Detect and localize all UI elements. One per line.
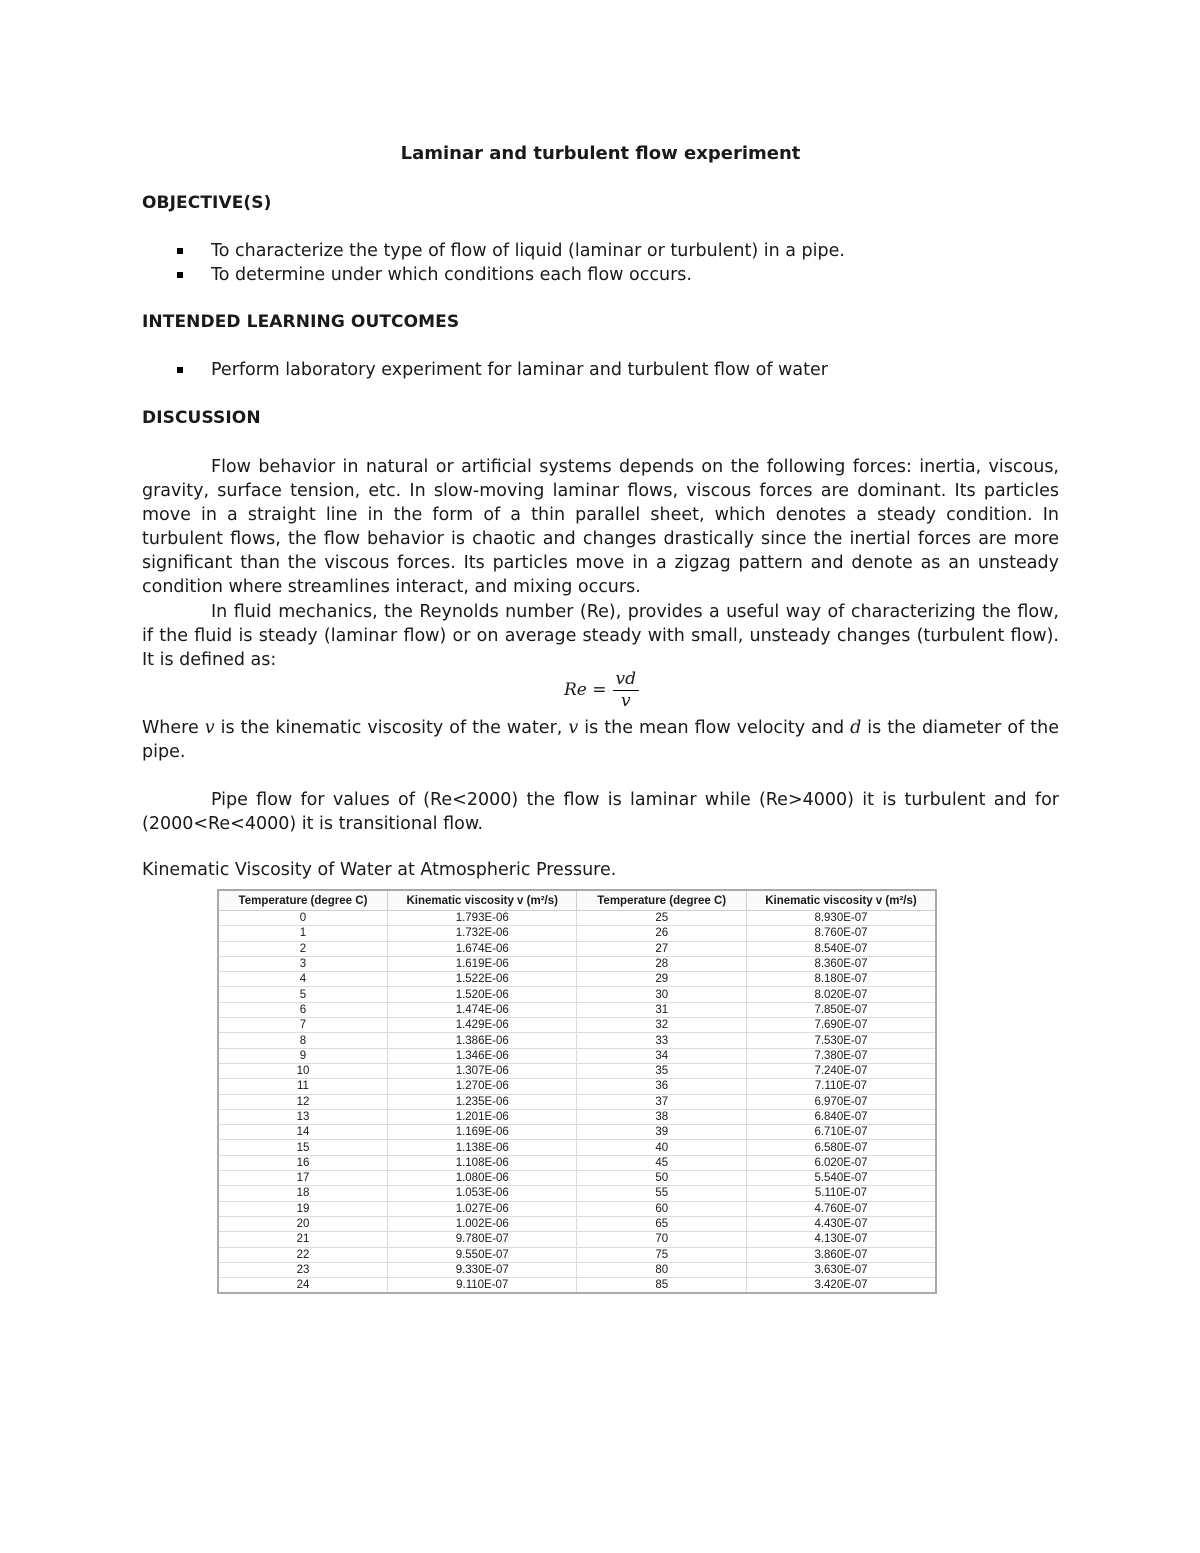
table-row — [218, 1155, 936, 1170]
header-viscosity-2: Kinematic viscosity v (m²/s) — [746, 890, 936, 911]
cell-temperature-1: 8 — [218, 1033, 387, 1048]
objective-item: To characterize the type of flow of liquid (laminar or turbulent) in a pipe. — [142, 239, 845, 263]
pipe-flow-paragraph: Pipe flow for values of (Re<2000) the flow is laminar while (Re>4000) it is turbulent and for (2000<Re<4000) it is transitional flow. — [142, 790, 1059, 834]
cell-viscosity-2: 8.930E-07 — [746, 911, 936, 926]
cell-temperature-2: 26 — [577, 926, 746, 941]
cell-temperature-1: 15 — [218, 1140, 387, 1155]
cell-temperature-1: 4 — [218, 972, 387, 987]
cell-temperature-2: 80 — [577, 1262, 746, 1277]
cell-temperature-1: 23 — [218, 1262, 387, 1277]
formula-lhs: Re = — [564, 679, 607, 700]
symbol-velocity: v — [568, 718, 579, 738]
cell-viscosity-1: 1.307E-06 — [387, 1063, 577, 1078]
cell-viscosity-2: 4.760E-07 — [746, 1201, 936, 1216]
cell-viscosity-1: 9.780E-07 — [387, 1232, 577, 1247]
symbol-nu: v — [204, 718, 215, 738]
table-row — [218, 911, 936, 926]
cell-temperature-1: 11 — [218, 1079, 387, 1094]
formula-denominator: v — [620, 691, 631, 711]
cell-temperature-2: 40 — [577, 1140, 746, 1155]
cell-temperature-1: 1 — [218, 926, 387, 941]
cell-temperature-1: 16 — [218, 1155, 387, 1170]
cell-temperature-1: 7 — [218, 1018, 387, 1033]
cell-viscosity-2: 3.630E-07 — [746, 1262, 936, 1277]
cell-temperature-2: 38 — [577, 1109, 746, 1124]
cell-viscosity-1: 1.027E-06 — [387, 1201, 577, 1216]
discussion-heading: DISCUSSION — [142, 408, 261, 428]
cell-temperature-2: 39 — [577, 1125, 746, 1140]
table-row — [218, 1262, 936, 1277]
table-row — [218, 941, 936, 956]
cell-viscosity-1: 1.169E-06 — [387, 1125, 577, 1140]
cell-viscosity-1: 1.619E-06 — [387, 956, 577, 971]
header-temperature-2: Temperature (degree C) — [577, 890, 746, 911]
table-row — [218, 1079, 936, 1094]
header-temperature-1: Temperature (degree C) — [218, 890, 387, 911]
table-row — [218, 956, 936, 971]
cell-viscosity-1: 9.550E-07 — [387, 1247, 577, 1262]
table-row — [218, 972, 936, 987]
formula-numerator: vd — [613, 668, 640, 691]
table-row — [218, 1201, 936, 1216]
outcome-item: Perform laboratory experiment for laminar and turbulent flow of water — [142, 358, 828, 382]
discussion-paragraph-2: In fluid mechanics, the Reynolds number (Re), provides a useful way of characterizing the flow, if the fluid is steady (laminar flow) or on average steady with small, unsteady changes (turbulent flow). It is defined as: — [142, 602, 1059, 670]
cell-temperature-1: 24 — [218, 1278, 387, 1294]
viscosity-table — [217, 889, 937, 1294]
cell-viscosity-2: 4.430E-07 — [746, 1216, 936, 1231]
cell-temperature-2: 60 — [577, 1201, 746, 1216]
cell-temperature-2: 75 — [577, 1247, 746, 1262]
cell-temperature-2: 35 — [577, 1063, 746, 1078]
outcomes-list — [142, 358, 828, 382]
symbol-diameter: d — [850, 718, 862, 738]
cell-temperature-2: 36 — [577, 1079, 746, 1094]
cell-viscosity-2: 6.020E-07 — [746, 1155, 936, 1170]
header-viscosity-1: Kinematic viscosity v (m²/s) — [387, 890, 577, 911]
cell-viscosity-2: 6.970E-07 — [746, 1094, 936, 1109]
cell-viscosity-1: 9.330E-07 — [387, 1262, 577, 1277]
table-header-row — [218, 890, 936, 911]
table-row — [218, 1125, 936, 1140]
cell-viscosity-1: 1.138E-06 — [387, 1140, 577, 1155]
cell-viscosity-2: 8.020E-07 — [746, 987, 936, 1002]
cell-temperature-1: 14 — [218, 1125, 387, 1140]
table-row — [218, 1140, 936, 1155]
cell-viscosity-1: 1.429E-06 — [387, 1018, 577, 1033]
cell-viscosity-1: 1.235E-06 — [387, 1094, 577, 1109]
where-text-2: is the kinematic viscosity of the water, — [214, 718, 569, 738]
cell-temperature-2: 34 — [577, 1048, 746, 1063]
cell-viscosity-1: 1.002E-06 — [387, 1216, 577, 1231]
table-row — [218, 1018, 936, 1033]
cell-temperature-1: 3 — [218, 956, 387, 971]
cell-viscosity-2: 7.110E-07 — [746, 1079, 936, 1094]
cell-temperature-2: 29 — [577, 972, 746, 987]
cell-viscosity-1: 1.520E-06 — [387, 987, 577, 1002]
cell-temperature-1: 6 — [218, 1002, 387, 1017]
cell-viscosity-2: 6.710E-07 — [746, 1125, 936, 1140]
cell-viscosity-1: 1.674E-06 — [387, 941, 577, 956]
cell-temperature-1: 13 — [218, 1109, 387, 1124]
cell-temperature-1: 21 — [218, 1232, 387, 1247]
table-row — [218, 1247, 936, 1262]
cell-temperature-2: 33 — [577, 1033, 746, 1048]
table-row — [218, 1048, 936, 1063]
table-row — [218, 1171, 936, 1186]
formula-fraction — [613, 668, 640, 711]
cell-temperature-2: 45 — [577, 1155, 746, 1170]
cell-viscosity-2: 6.840E-07 — [746, 1109, 936, 1124]
objectives-list — [142, 239, 845, 287]
table-row — [218, 987, 936, 1002]
cell-temperature-2: 37 — [577, 1094, 746, 1109]
cell-temperature-1: 5 — [218, 987, 387, 1002]
where-text-4: is the diameter of the pipe. — [142, 718, 1059, 762]
cell-temperature-2: 28 — [577, 956, 746, 971]
cell-viscosity-1: 1.346E-06 — [387, 1048, 577, 1063]
cell-viscosity-2: 5.110E-07 — [746, 1186, 936, 1201]
cell-viscosity-2: 8.760E-07 — [746, 926, 936, 941]
table-body — [218, 911, 936, 1294]
cell-viscosity-2: 5.540E-07 — [746, 1171, 936, 1186]
table-row — [218, 1232, 936, 1247]
cell-viscosity-2: 3.860E-07 — [746, 1247, 936, 1262]
cell-temperature-1: 20 — [218, 1216, 387, 1231]
cell-temperature-1: 22 — [218, 1247, 387, 1262]
cell-viscosity-1: 1.732E-06 — [387, 926, 577, 941]
objective-item: To determine under which conditions each flow occurs. — [142, 263, 845, 287]
cell-viscosity-2: 7.690E-07 — [746, 1018, 936, 1033]
cell-temperature-2: 30 — [577, 987, 746, 1002]
reynolds-formula — [564, 668, 639, 711]
table-row — [218, 1063, 936, 1078]
cell-temperature-2: 31 — [577, 1002, 746, 1017]
cell-temperature-2: 50 — [577, 1171, 746, 1186]
cell-temperature-2: 25 — [577, 911, 746, 926]
where-paragraph — [142, 716, 1059, 764]
where-text-3: is the mean flow velocity and — [578, 718, 851, 738]
cell-viscosity-1: 1.080E-06 — [387, 1171, 577, 1186]
cell-temperature-1: 18 — [218, 1186, 387, 1201]
cell-viscosity-1: 1.053E-06 — [387, 1186, 577, 1201]
cell-viscosity-2: 7.240E-07 — [746, 1063, 936, 1078]
cell-viscosity-2: 8.540E-07 — [746, 941, 936, 956]
cell-viscosity-2: 8.180E-07 — [746, 972, 936, 987]
cell-viscosity-2: 7.850E-07 — [746, 1002, 936, 1017]
table-row — [218, 1186, 936, 1201]
cell-temperature-2: 85 — [577, 1278, 746, 1294]
table-caption: Kinematic Viscosity of Water at Atmospheric Pressure. — [142, 860, 617, 880]
cell-temperature-1: 9 — [218, 1048, 387, 1063]
discussion-paragraph-1: Flow behavior in natural or artificial systems depends on the following forces: inertia, viscous, gravity, surface tension, etc. In slow-moving laminar flows, viscous forces are dominant. Its particles move in a straight line in the form of a thin parallel sheet, which denotes a steady condition. In turbulent flows, the flow behavior is chaotic and changes drastically since the inertial forces are more significant than the viscous forces. Its particles move in a zigzag pattern and denote as an unsteady condition where streamlines interact, and mixing occurs. — [142, 457, 1059, 597]
cell-temperature-1: 17 — [218, 1171, 387, 1186]
cell-viscosity-1: 1.474E-06 — [387, 1002, 577, 1017]
outcomes-heading: INTENDED LEARNING OUTCOMES — [142, 312, 460, 332]
cell-temperature-1: 12 — [218, 1094, 387, 1109]
cell-temperature-1: 0 — [218, 911, 387, 926]
cell-temperature-1: 10 — [218, 1063, 387, 1078]
table-row — [218, 1109, 936, 1124]
objectives-heading: OBJECTIVE(S) — [142, 193, 272, 213]
cell-viscosity-1: 9.110E-07 — [387, 1278, 577, 1294]
cell-temperature-2: 55 — [577, 1186, 746, 1201]
cell-temperature-1: 2 — [218, 941, 387, 956]
cell-temperature-2: 70 — [577, 1232, 746, 1247]
document-title: Laminar and turbulent flow experiment — [400, 143, 801, 164]
cell-viscosity-1: 1.270E-06 — [387, 1079, 577, 1094]
cell-viscosity-2: 7.530E-07 — [746, 1033, 936, 1048]
table-row — [218, 1216, 936, 1231]
cell-temperature-2: 27 — [577, 941, 746, 956]
cell-viscosity-2: 4.130E-07 — [746, 1232, 936, 1247]
cell-viscosity-1: 1.108E-06 — [387, 1155, 577, 1170]
cell-temperature-2: 32 — [577, 1018, 746, 1033]
table-row — [218, 1033, 936, 1048]
cell-viscosity-2: 6.580E-07 — [746, 1140, 936, 1155]
cell-viscosity-2: 7.380E-07 — [746, 1048, 936, 1063]
cell-viscosity-2: 3.420E-07 — [746, 1278, 936, 1294]
cell-temperature-1: 19 — [218, 1201, 387, 1216]
table-row — [218, 1278, 936, 1294]
cell-viscosity-1: 1.522E-06 — [387, 972, 577, 987]
table-row — [218, 1002, 936, 1017]
cell-viscosity-1: 1.793E-06 — [387, 911, 577, 926]
table-row — [218, 1094, 936, 1109]
table-row — [218, 926, 936, 941]
cell-viscosity-2: 8.360E-07 — [746, 956, 936, 971]
cell-temperature-2: 65 — [577, 1216, 746, 1231]
where-text-1: Where — [142, 718, 205, 738]
cell-viscosity-1: 1.386E-06 — [387, 1033, 577, 1048]
cell-viscosity-1: 1.201E-06 — [387, 1109, 577, 1124]
